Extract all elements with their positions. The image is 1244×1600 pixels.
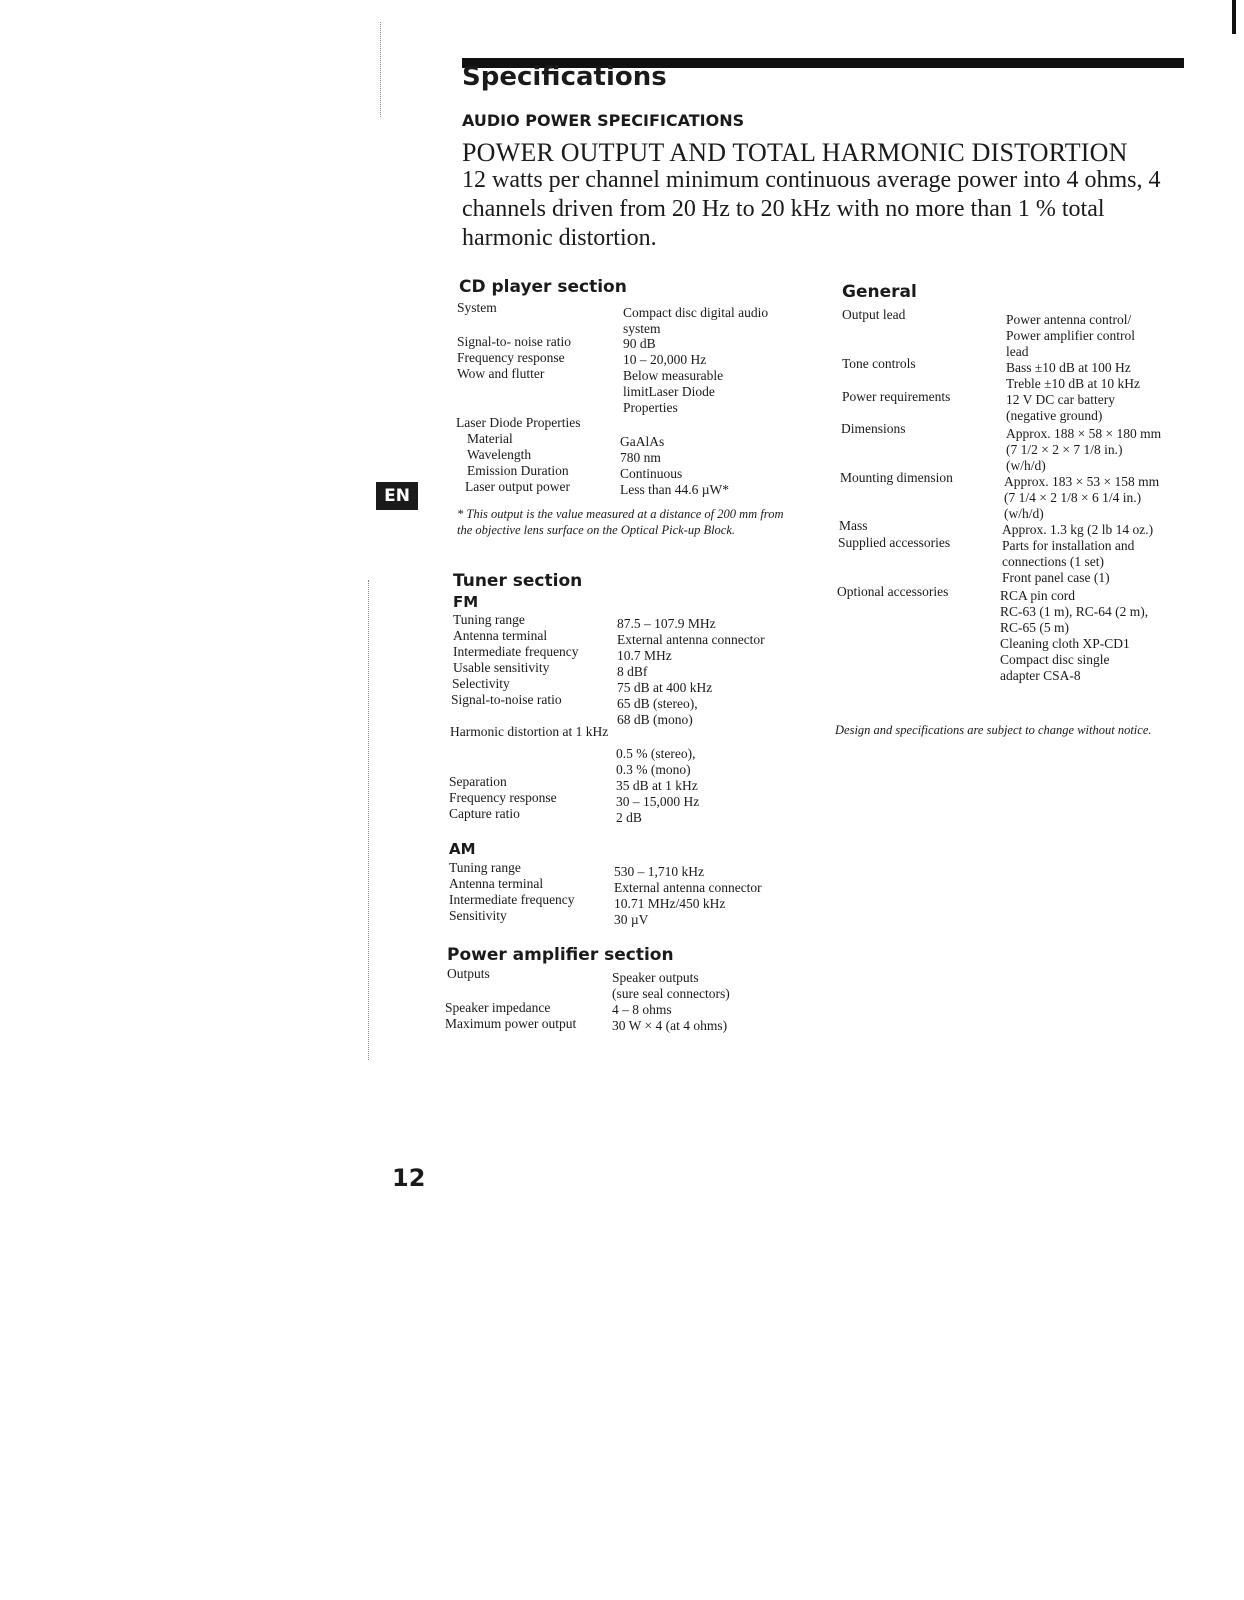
spec-value: 35 dB at 1 kHz [616, 778, 698, 793]
spec-value: Compact disc digital audio system [623, 305, 769, 336]
spec-value: 530 – 1,710 kHz [614, 864, 704, 879]
spec-label: Frequency response [449, 790, 557, 805]
spec-label: Intermediate frequency [453, 644, 579, 659]
spec-value: External antenna connector [614, 880, 762, 895]
spec-label: Wow and flutter [457, 366, 545, 381]
language-tab: EN [376, 482, 418, 510]
audio-power-heading: AUDIO POWER SPECIFICATIONS [462, 111, 745, 130]
spec-label: Sensitivity [449, 908, 507, 923]
spec-label: Signal-to-noise ratio [451, 692, 562, 707]
cd-section-heading: CD player section [459, 277, 627, 297]
spec-label: Emission Duration [467, 463, 569, 478]
spec-value: Approx. 1.3 kg (2 lb 14 oz.) [1002, 522, 1154, 537]
spec-value: 90 dB [623, 336, 656, 351]
audio-power-subheading: POWER OUTPUT AND TOTAL HARMONIC DISTORTION [462, 138, 1128, 167]
spec-label: Mass [839, 518, 868, 533]
spec-value: Speaker outputs (sure seal connectors) [612, 970, 730, 1001]
tuner-section-heading: Tuner section [453, 571, 583, 591]
spec-label: System [457, 300, 497, 315]
spec-label: Dimensions [841, 421, 906, 436]
spec-label: Tuning range [453, 612, 525, 627]
spec-label: Output lead [842, 307, 906, 322]
spec-label: Antenna terminal [449, 876, 544, 891]
spec-value: 30 W × 4 (at 4 ohms) [612, 1018, 728, 1033]
audio-power-paragraph: 12 watts per channel minimum continuous average power into 4 ohms, 4 channels driven from 20 Hz to 20 kHz with no more than 1 % total harmonic distortion. [462, 167, 1161, 251]
spec-label: Antenna terminal [453, 628, 548, 643]
spec-value: External antenna connector [617, 632, 765, 647]
spec-value: 10.7 MHz [617, 648, 672, 663]
spec-value: 12 V DC car battery (negative ground) [1006, 392, 1115, 423]
spec-label: Signal-to- noise ratio [457, 334, 571, 349]
spec-label: Separation [449, 774, 507, 789]
spec-label: Optional accessories [837, 584, 949, 599]
spec-label: Speaker impedance [445, 1000, 551, 1015]
spec-label: Maximum power output [445, 1016, 577, 1031]
spec-value: 2 dB [616, 810, 642, 825]
spec-value: Less than 44.6 µW* [620, 482, 730, 497]
spec-value: 30 – 15,000 Hz [616, 794, 700, 809]
spec-label: Wavelength [467, 447, 532, 462]
spec-value: 10 – 20,000 Hz [623, 352, 707, 367]
spec-value: 10.71 MHz/450 kHz [614, 896, 726, 911]
spec-label: Supplied accessories [838, 535, 951, 550]
spec-label: Tuning range [449, 860, 521, 875]
spec-label: Material [467, 431, 513, 446]
spec-value: Power antenna control/ Power amplifier control lead [1006, 312, 1135, 359]
page-title: Specifications [462, 62, 667, 92]
margin-dotted-line-lower [368, 580, 369, 1060]
margin-dotted-line [380, 22, 381, 117]
page-number: 12 [392, 1164, 426, 1192]
spec-value: Parts for installation and connections (1 set) Front panel case (1) [1002, 538, 1135, 585]
spec-label: Laser output power [465, 479, 570, 494]
spec-label: Frequency response [457, 350, 565, 365]
spec-value: GaAlAs [620, 434, 665, 449]
top-edge-mark [1232, 0, 1236, 34]
spec-value: 75 dB at 400 kHz [617, 680, 713, 695]
spec-value: 0.5 % (stereo), 0.3 % (mono) [616, 746, 696, 777]
spec-label: Harmonic distortion at 1 kHz [450, 724, 609, 739]
amp-section-heading: Power amplifier section [447, 945, 674, 965]
spec-value: 30 µV [614, 912, 649, 927]
spec-value: Below measurable limitLaser Diode Properties [623, 368, 724, 415]
spec-value: Approx. 183 × 53 × 158 mm (7 1/4 × 2 1/8 × 6 1/4 in.) (w/h/d) [1004, 474, 1160, 521]
general-note: Design and specifications are subject to change without notice. [835, 723, 1152, 737]
spec-value: 87.5 – 107.9 MHz [617, 616, 716, 631]
general-section-heading: General [842, 282, 917, 302]
spec-value: RCA pin cord RC-63 (1 m), RC-64 (2 m), RC-65 (5 m) Cleaning cloth XP-CD1 Compact disc single adapter CSA-8 [1000, 588, 1149, 683]
spec-value: 8 dBf [617, 664, 648, 679]
am-heading: AM [449, 840, 476, 858]
spec-value: 780 nm [620, 450, 661, 465]
spec-value: Approx. 188 × 58 × 180 mm (7 1/2 × 2 × 7 1/8 in.) (w/h/d) [1006, 426, 1162, 473]
spec-value: Bass ±10 dB at 100 Hz Treble ±10 dB at 10 kHz [1006, 360, 1141, 391]
spec-value: 65 dB (stereo), 68 dB (mono) [617, 696, 698, 727]
spec-value: 4 – 8 ohms [612, 1002, 672, 1017]
spec-label: Outputs [447, 966, 490, 981]
spec-label: Power requirements [842, 389, 951, 404]
spec-label: Selectivity [452, 676, 510, 691]
fm-heading: FM [453, 593, 479, 611]
spec-label: Intermediate frequency [449, 892, 575, 907]
spec-label: Laser Diode Properties [456, 415, 581, 430]
spec-label: Mounting dimension [840, 470, 953, 485]
spec-label: Tone controls [842, 356, 916, 371]
spec-label: Capture ratio [449, 806, 520, 821]
cd-footnote: * This output is the value measured at a distance of 200 mm from the objective lens surface on the Optical Pick-up Block. [457, 507, 784, 537]
spec-label: Usable sensitivity [453, 660, 550, 675]
spec-value: Continuous [620, 466, 683, 481]
